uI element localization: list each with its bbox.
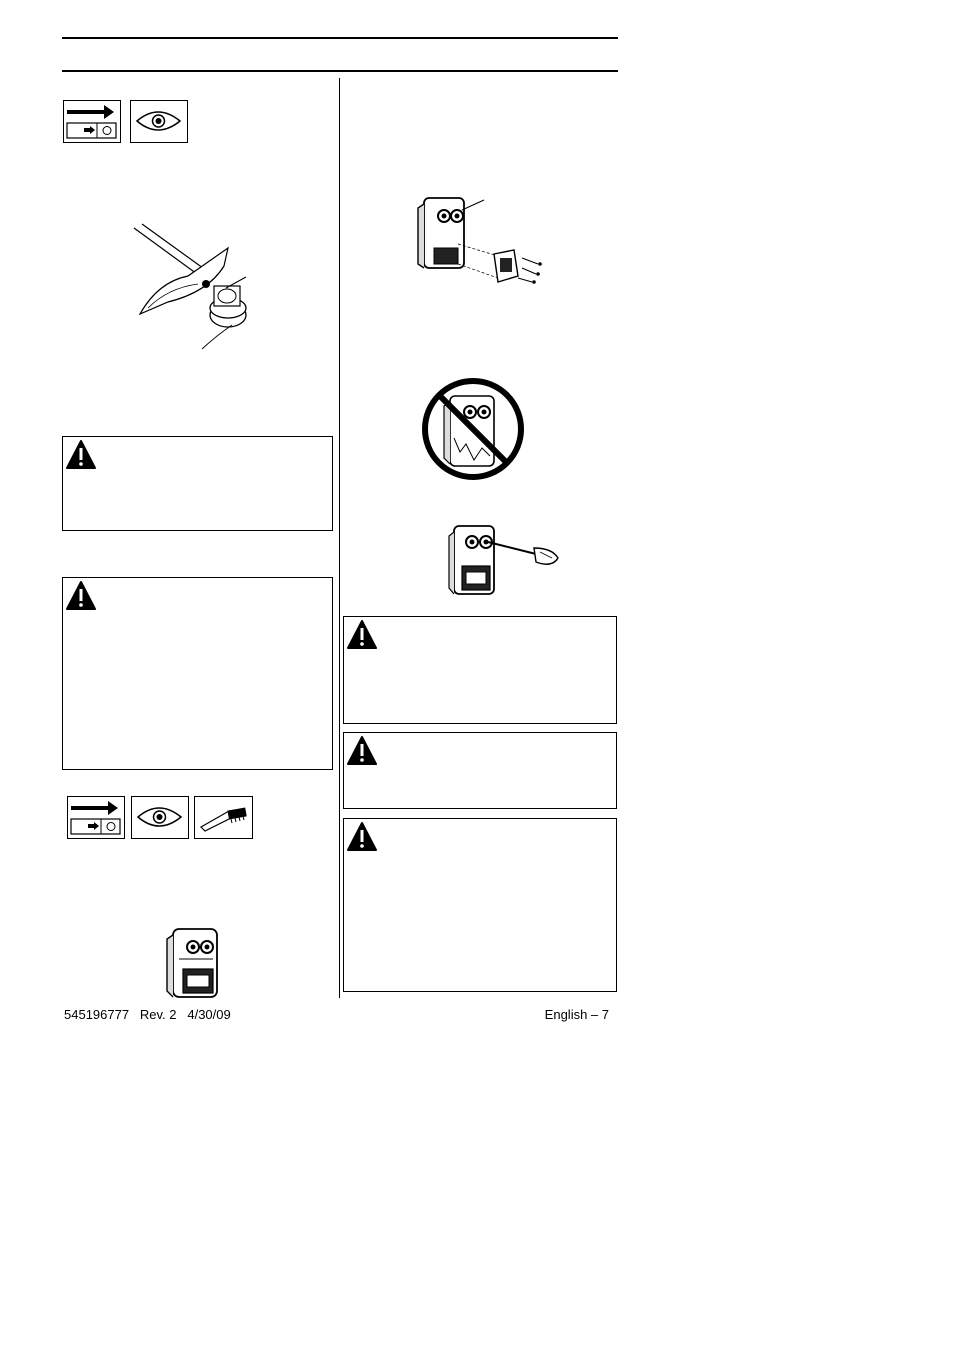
- warning-triangle-icon: [344, 819, 384, 855]
- warning-box-2: [62, 577, 333, 770]
- procedure-arrow-icon: [63, 100, 121, 143]
- warning-box-4: [343, 732, 617, 809]
- warning-box-3: [343, 616, 617, 724]
- warning-box-1: [62, 436, 333, 531]
- prohibited-filter-illustration: [420, 376, 526, 482]
- warning-triangle-icon: [344, 617, 384, 653]
- header-rule-bottom: [62, 70, 618, 72]
- warning-triangle-icon: [63, 437, 103, 473]
- warning-box-5: [343, 818, 617, 992]
- brush-icon: [194, 796, 253, 839]
- trimmer-head-illustration: [128, 222, 248, 352]
- eye-icon-2: [131, 796, 189, 839]
- header-rule-top: [62, 37, 618, 39]
- filter-screwdriver-illustration: [448, 522, 562, 598]
- eye-icon: [130, 100, 188, 143]
- air-filter-exploded-illustration: [414, 192, 550, 290]
- air-filter-illustration: [165, 925, 221, 1001]
- footer-doc-number: 545196777 Rev. 2 4/30/09: [64, 1007, 231, 1022]
- column-divider: [339, 78, 340, 998]
- footer-page-label: English – 7: [544, 1007, 609, 1022]
- procedure-arrow-icon-2: [67, 796, 125, 839]
- warning-triangle-icon: [344, 733, 384, 769]
- warning-triangle-icon: [63, 578, 103, 614]
